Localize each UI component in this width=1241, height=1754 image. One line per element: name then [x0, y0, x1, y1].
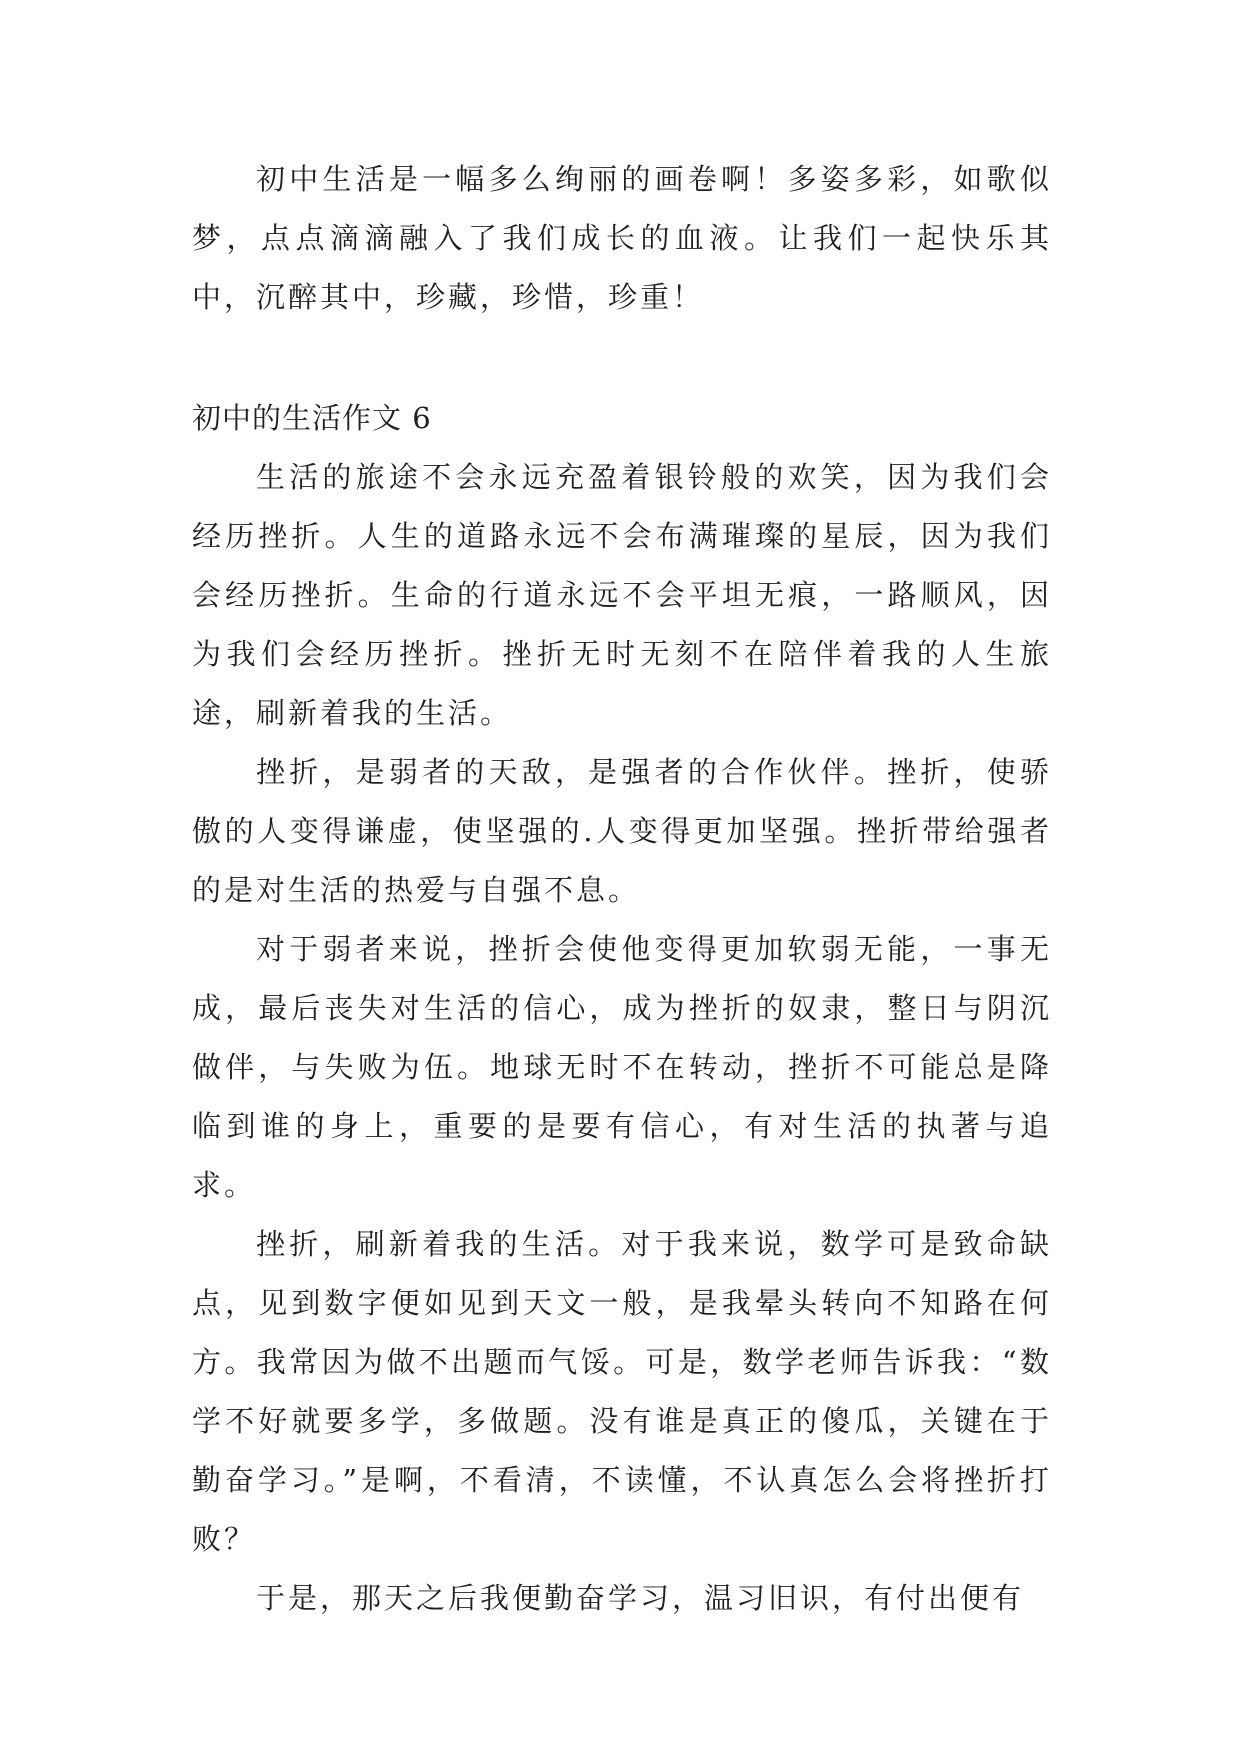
body-paragraph-2: 挫折，是弱者的天敌，是强者的合作伙伴。挫折，使骄傲的人变得谦虚，使坚强的.人变得更加坚强。挫折带给强者的是对生活的热爱与自强不息。: [192, 755, 1052, 907]
document-page: [192, 150, 1052, 1628]
section-title: 初中的生活作文 6: [192, 401, 432, 435]
section-gap: [192, 327, 1052, 389]
body-paragraph-5: 于是，那天之后我便勤奋学习，温习旧识，有付出便有: [256, 1581, 1025, 1615]
body-paragraph-1: 生活的旅途不会永远充盈着银铃般的欢笑，因为我们会经历挫折。人生的道路永远不会布满璀璨的星辰，因为我们会经历挫折。生命的行道永远不会平坦无痕，一路顺风，因为我们会经历挫折。挫折无时无刻不在陪伴着我的人生旅途，刷新着我的生活。: [192, 460, 1052, 730]
intro-paragraph: 初中生活是一幅多么绚丽的画卷啊！多姿多彩，如歌似梦，点点滴滴融入了我们成长的血液。让我们一起快乐其中，沉醉其中，珍藏，珍惜，珍重！: [192, 162, 1052, 314]
body-paragraph-3: 对于弱者来说，挫折会使他变得更加软弱无能，一事无成，最后丧失对生活的信心，成为挫折的奴隶，整日与阴沉做伴，与失败为伍。地球无时不在转动，挫折不可能总是降临到谁的身上，重要的是要有信心，有对生活的执著与追求。: [192, 932, 1052, 1202]
body-paragraph-4: 挫折，刷新着我的生活。对于我来说，数学可是致命缺点，见到数字便如见到天文一般，是我晕头转向不知路在何方。我常因为做不出题而气馁。可是，数学老师告诉我：“数学不好就要多学，多做题。没有谁是真正的傻瓜，关键在于勤奋学习。”是啊，不看清，不读懂，不认真怎么会将挫折打败？: [192, 1227, 1052, 1556]
